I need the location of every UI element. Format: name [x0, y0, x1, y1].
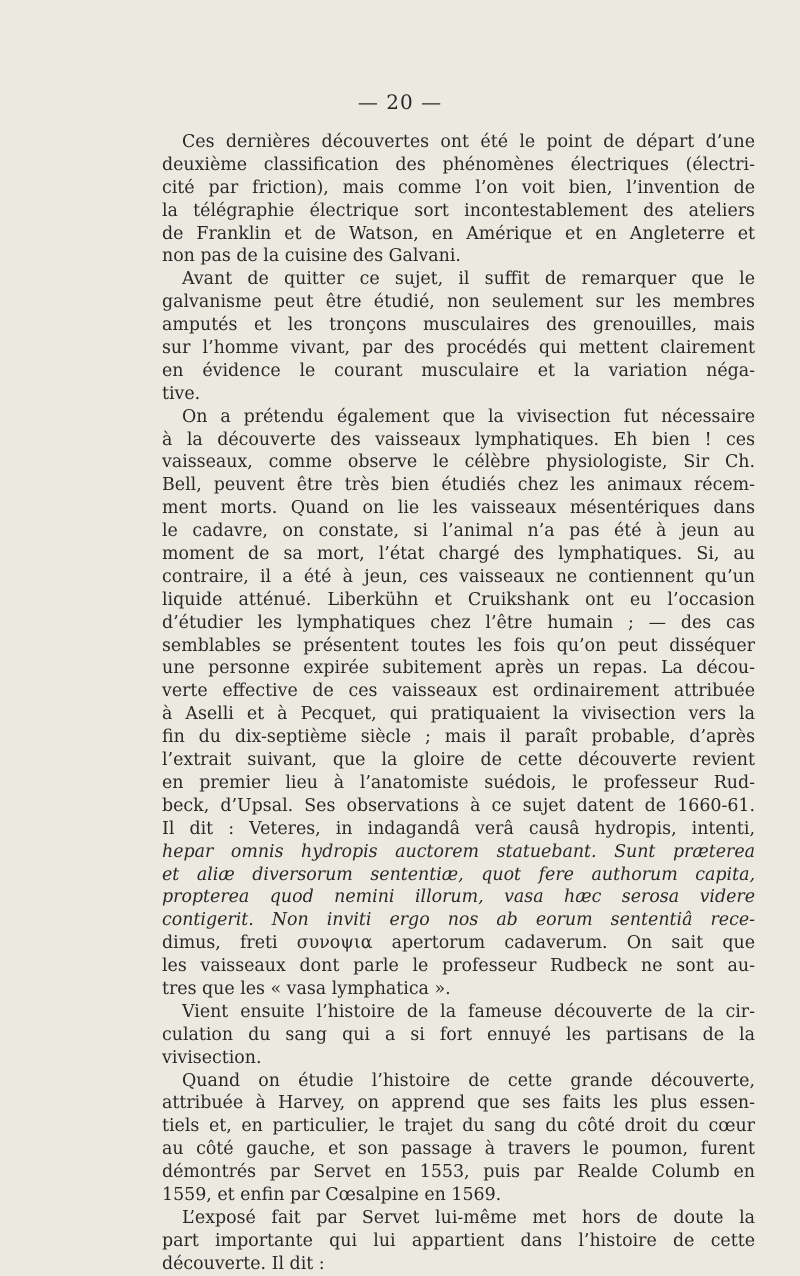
text-line: amputés et les tronçons musculaires des grenouilles, mais: [162, 315, 755, 336]
text-line: tres que les « vasa lymphatica ».: [162, 978, 451, 999]
text-line: vaisseaux, comme observe le célèbre physiologiste, Sir Ch.: [162, 452, 755, 473]
text-line: en premier lieu à l’anatomiste suédois, le professeur Rud-: [162, 772, 755, 793]
text-line: moment de sa mort, l’état chargé des lymphatiques. Si, au: [162, 544, 755, 565]
text-line: deuxième classification des phénomènes électriques (électri-: [162, 154, 755, 175]
text-line: Avant de quitter ce sujet, il suffit de remarquer que le: [182, 269, 755, 290]
text-line: découverte. Il dit :: [162, 1253, 325, 1274]
text-line: attribuée à Harvey, on apprend que ses faits les plus essen-: [162, 1093, 755, 1114]
text-line: sur l’homme vivant, par des procédés qui mettent clairement: [162, 338, 755, 359]
text-line: tive.: [162, 383, 201, 404]
text-line: au côté gauche, et son passage à travers le poumon, furent: [162, 1139, 755, 1160]
text-line: la télégraphie électrique sort incontestablement des ateliers: [162, 200, 755, 221]
text-line: verte effective de ces vaisseaux est ordinairement attribuée: [162, 681, 755, 702]
text-line: galvanisme peut être étudié, non seulement sur les membres: [162, 292, 755, 313]
text-line: contraire, il a été à jeun, ces vaisseaux ne contiennent qu’un: [162, 566, 755, 587]
text-line: tiels et, en particulier, le trajet du sang du côté droit du cœur: [162, 1116, 755, 1137]
text-line: Quand on étudie l’histoire de cette grande découverte,: [182, 1070, 755, 1091]
text-line: les vaisseaux dont parle le professeur Rudbeck ne sont au-: [162, 956, 755, 977]
text-line: semblables se présentent toutes les fois qu’on peut disséquer: [162, 635, 755, 656]
text-line: Vient ensuite l’histoire de la fameuse découverte de la cir-: [182, 1001, 755, 1022]
text-line: vivisection.: [162, 1047, 262, 1068]
text-line: 1559, et enfin par Cœsalpine en 1569.: [162, 1184, 502, 1205]
text-line: dimus, freti συνοψια apertorum cadaverum. On sait que: [162, 933, 755, 954]
text-line: non pas de la cuisine des Galvani.: [162, 246, 461, 267]
text-line: Il dit : Veteres, in indagandâ verâ causâ hydropis, intenti,: [162, 818, 755, 839]
text-line: ment morts. Quand on lie les vaisseaux mésentériques dans: [162, 498, 755, 519]
text-line: part importante qui lui appartient dans l’histoire de cette: [162, 1230, 755, 1251]
text-line: On a prétendu également que la vivisection fut nécessaire: [182, 406, 755, 427]
text-line: Bell, peuvent être très bien étudiés chez les animaux récem-: [162, 475, 755, 496]
text-line: de Franklin et de Watson, en Amérique et en Angleterre et: [162, 223, 755, 244]
text-line: Ces dernières découvertes ont été le point de départ d’une: [182, 132, 755, 152]
text-line: une personne expirée subitement après un repas. La décou-: [162, 658, 755, 679]
text-line: culation du sang qui a si fort ennuyé les partisans de la: [162, 1024, 755, 1045]
text-line: cité par friction), mais comme l’on voit bien, l’invention de: [162, 177, 755, 198]
text-line: contigerit. Non inviti ergo nos ab eorum sententiâ rece-: [162, 910, 755, 931]
text-line: en évidence le courant musculaire et la variation néga-: [162, 360, 755, 381]
text-line: d’étudier les lymphatiques chez l’être humain ; — des cas: [162, 612, 755, 633]
text-line: liquide atténué. Liberkühn et Cruikshank ont eu l’occasion: [162, 589, 755, 610]
text-line: hepar omnis hydropis auctorem statuebant. Sunt præterea: [162, 841, 755, 862]
text-line: L’exposé fait par Servet lui-même met hors de doute la: [182, 1207, 755, 1228]
text-line: le cadavre, on constate, si l’animal n’a pas été à jeun au: [162, 521, 755, 542]
text-line: à Aselli et à Pecquet, qui pratiquaient la vivisection vers la: [162, 704, 755, 725]
body-text: [162, 131, 755, 1276]
text-line: beck, d’Upsal. Ses observations à ce sujet datent de 1660-61.: [162, 795, 755, 816]
text-line: et aliæ diversorum sententiæ, quot fere authorum capita,: [162, 864, 755, 885]
text-line: démontrés par Servet en 1553, puis par Realde Columb en: [162, 1162, 755, 1183]
text-line: propterea quod nemini illorum, vasa hæc serosa videre: [162, 887, 755, 908]
page-number: — 20 —: [357, 90, 443, 114]
text-line: fin du dix-septième siècle ; mais il paraît probable, d’après: [162, 727, 755, 748]
text-line: à la découverte des vaisseaux lymphatiques. Eh bien ! ces: [162, 429, 755, 450]
text-line: l’extrait suivant, que la gloire de cette découverte revient: [162, 750, 755, 771]
